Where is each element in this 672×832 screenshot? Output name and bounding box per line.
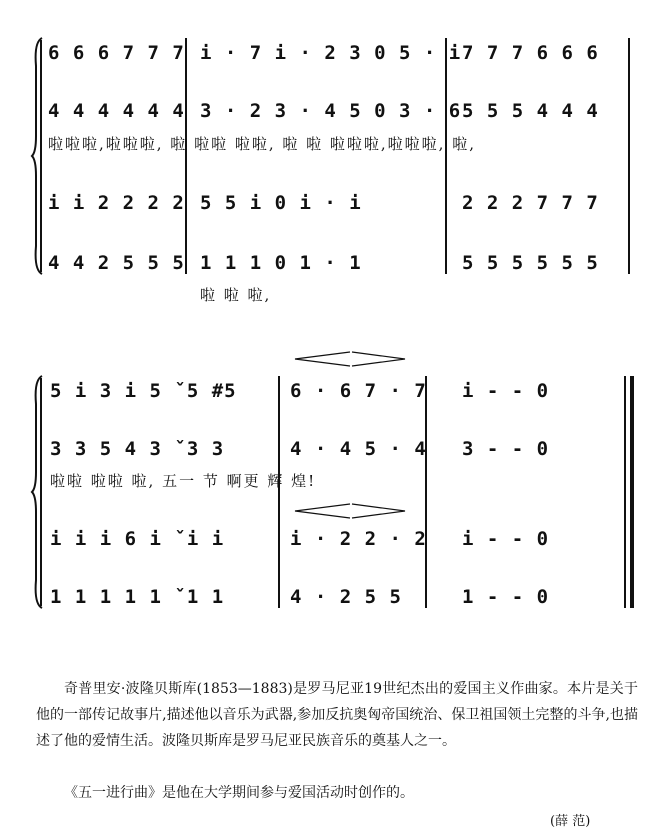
measure-1: 3 3 5 4 3 ˇ3 3 [50,438,225,460]
measure-2: 5 5 i 0 i · i [200,192,362,214]
final-barline-thick [630,376,634,608]
measure-1: 6 6 6 7 7 7 [48,42,185,64]
measure-1: i i i 6 i ˇi i [50,528,225,550]
measure-1: 1 1 1 1 1 ˇ1 1 [50,586,225,608]
measure-2: i · 2 2 · 2 [290,528,427,550]
staff-alto [0,100,672,126]
staff-bass [0,586,672,612]
final-barline-thin [624,376,626,608]
measure-3: 5 5 5 5 5 5 [462,252,599,274]
measure-2: 6 · 6 7 · 7 [290,380,427,402]
note-paragraph-1: 奇普里安·波隆贝斯库(1853—1883)是罗马尼亚19世纪杰出的爱国主义作曲家。本片是关于他的一部传记故事片,描述他以音乐为武器,参加反抗奥匈帝国统治、保卫祖国领土完整的斗争,也描述了他的爱情生活。波隆贝斯库是罗马尼亚民族音乐的奠基人之一。 [36,681,638,749]
system-line [40,40,42,272]
measure-2: 4 · 2 5 5 [290,586,402,608]
staff-alto [0,438,672,464]
measure-3: 3 - - 0 [462,438,550,460]
measure-1: 5 i 3 i 5 ˇ5 #5 [50,380,237,402]
barline [445,38,447,274]
staff-bass [0,252,672,278]
signature: (薛 范) [550,814,591,829]
measure-3: 2 2 2 7 7 7 [462,192,599,214]
staff-tenor [0,528,672,554]
barline [278,376,280,608]
staff-soprano [0,380,672,406]
measure-2: 4 · 4 5 · 4 [290,438,427,460]
hairpin-dynamics [290,502,410,520]
measure-1: i i 2 2 2 2 [48,192,185,214]
lyric-line: 啦啦啦,啦啦啦, 啦 啦啦 啦啦, 啦 啦 啦啦啦,啦啦啦, 啦, [48,135,476,153]
measure-3: 7 7 7 6 6 6 [462,42,599,64]
measure-1: 4 4 2 5 5 5 [48,252,185,274]
lyric-line: 啦 啦 啦, [200,286,272,304]
system-line [40,378,42,606]
measure-3: i - - 0 [462,528,550,550]
note-paragraph-2: 《五一进行曲》是他在大学期间参与爱国活动时创作的。 [64,785,414,801]
measure-2: 1 1 1 0 1 · 1 [200,252,362,274]
lyric-line: 啦啦 啦啦 啦, 五一 节 啊更 辉 煌! [50,472,317,490]
barline [628,38,630,274]
measure-3: 5 5 5 4 4 4 [462,100,599,122]
barline [425,376,427,608]
measure-3: 1 - - 0 [462,586,550,608]
barline [185,38,187,274]
measure-2: 3 · 2 3 · 4 5 0 3 · 6 [200,100,462,122]
measure-2: i · 7 i · 2 3 0 5 · i [200,42,462,64]
hairpin-dynamics [290,350,410,368]
staff-soprano [0,42,672,68]
measure-1: 4 4 4 4 4 4 [48,100,185,122]
staff-tenor [0,192,672,218]
measure-3: i - - 0 [462,380,550,402]
